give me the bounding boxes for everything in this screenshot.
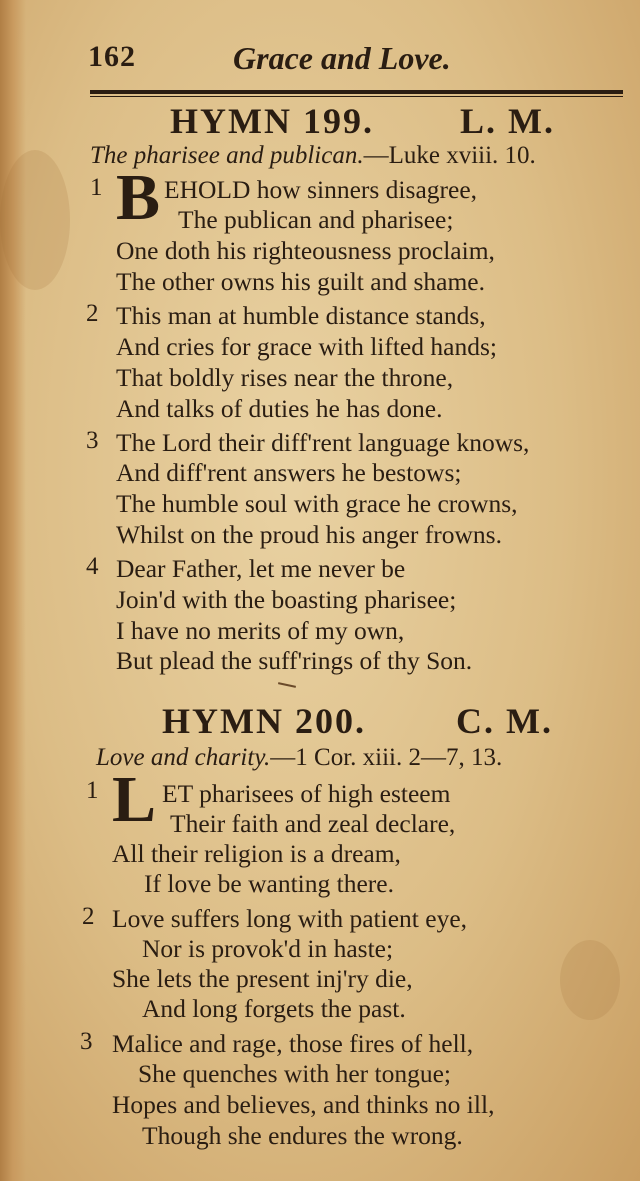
- verse-number: 4: [86, 553, 99, 580]
- running-head: [88, 40, 608, 84]
- verse-line: Join'd with the boasting pharisee;: [116, 585, 457, 614]
- verse-line: Though she endures the wrong.: [142, 1121, 463, 1150]
- verse-line: One doth his righteousness proclaim,: [116, 236, 495, 265]
- verse-line: And long forgets the past.: [142, 994, 406, 1023]
- hymn-number: HYMN 199.: [170, 101, 374, 141]
- verse-number: 3: [86, 427, 99, 454]
- verse-line: The publican and pharisee;: [178, 205, 454, 234]
- verse-line: The other owns his guilt and shame.: [116, 267, 485, 296]
- header-rule-thin: [90, 96, 623, 97]
- verse-line: Whilst on the proud his anger frowns.: [116, 520, 502, 549]
- hymn-200-subtitle: [96, 744, 502, 772]
- verse-line: And cries for grace with lifted hands;: [116, 332, 497, 361]
- hymn-number: HYMN 200.: [162, 701, 366, 741]
- verse-line: Dear Father, let me never be: [116, 554, 406, 583]
- verse-line: And talks of duties he has done.: [116, 394, 443, 423]
- subtitle-reference: —1 Cor. xiii. 2—7, 13.: [270, 744, 503, 771]
- hymn-200-heading: [162, 700, 366, 742]
- verse-number: 1: [86, 777, 99, 804]
- hymn-199-heading: [170, 100, 374, 142]
- subtitle-reference: —Luke xviii. 10.: [363, 142, 536, 169]
- verse-line: This man at humble distance stands,: [116, 301, 486, 330]
- verse-line: ET pharisees of high esteem: [162, 779, 451, 808]
- verse-line: That boldly rises near the throne,: [116, 363, 454, 392]
- verse-line: And diff'rent answers he bestows;: [116, 458, 462, 487]
- subtitle-topic: The pharisee and publican.: [90, 142, 364, 169]
- hymn-meter: C. M.: [456, 701, 553, 741]
- verse-line: If love be wanting there.: [144, 869, 394, 898]
- verse-line: Nor is provok'd in haste;: [142, 934, 394, 963]
- section-ornament: [278, 682, 296, 688]
- verse-number: 1: [90, 174, 103, 201]
- verse-line: Love suffers long with patient eye,: [112, 904, 468, 933]
- subtitle-topic: Love and charity.: [96, 744, 271, 771]
- verse-line: Their faith and zeal declare,: [170, 809, 456, 838]
- verse-line: The humble soul with grace he crowns,: [116, 489, 518, 518]
- verse-line: EHOLD how sinners disagree,: [164, 175, 478, 204]
- hymn-meter: L. M.: [460, 101, 555, 141]
- hymn-200-meter: [456, 700, 553, 742]
- verse-number: 3: [80, 1028, 93, 1055]
- running-title: Grace and Love.: [233, 40, 451, 76]
- drop-cap: L: [112, 763, 157, 836]
- page-number: 162: [88, 40, 136, 73]
- drop-cap: B: [116, 161, 161, 234]
- verse-line: I have no merits of my own,: [116, 616, 405, 645]
- verse-line: She quenches with her tongue;: [138, 1059, 452, 1088]
- verse-line: She lets the present inj'ry die,: [112, 964, 413, 993]
- header-rule: [90, 90, 623, 94]
- verse-number: 2: [86, 300, 99, 327]
- verse-line: But plead the suff'rings of thy Son.: [116, 646, 473, 675]
- verse-number: 2: [82, 903, 95, 930]
- paper-stain: [560, 940, 620, 1020]
- verse-line: Hopes and believes, and thinks no ill,: [112, 1090, 495, 1119]
- paper-stain: [0, 150, 70, 290]
- verse-line: All their religion is a dream,: [112, 839, 401, 868]
- verse-line: Malice and rage, those fires of hell,: [112, 1029, 474, 1058]
- verse-line: The Lord their diff'rent language knows,: [116, 428, 530, 457]
- hymn-199-meter: [460, 100, 555, 142]
